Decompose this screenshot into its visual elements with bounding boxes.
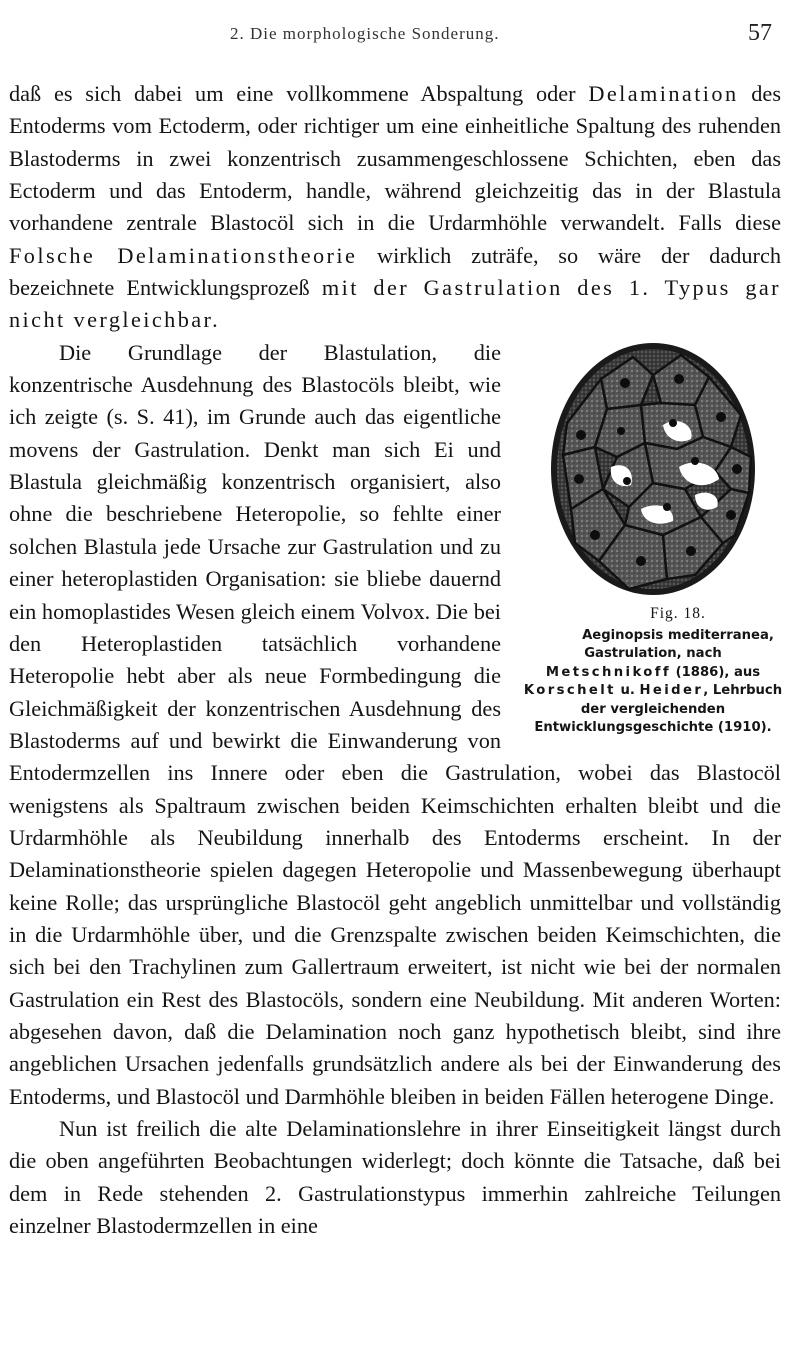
caption-part-4: , Lehrbuch der vergleichenden Entwicklungsgeschichte (1910). xyxy=(534,683,783,736)
figure-label: Fig. 18. xyxy=(650,604,706,622)
caption-part-1: Aeginopsis mediterranea, Gastrulation, nach xyxy=(582,627,774,662)
body-text xyxy=(9,78,781,1242)
para2-text-a: Die Grundlage der Blastulation, die konzentrische Ausdehnung des Blastocöls bleibt, wie ich zeigte xyxy=(9,339,501,430)
page-header xyxy=(0,20,800,50)
figure-18 xyxy=(519,339,787,753)
page-reference: (s. S. 41) xyxy=(106,404,193,430)
para3-text: Nun ist freilich die alte Delaminationslehre in ihrer Einseitigkeit längst durch die oben angeführten Beobachtungen widerlegt; doch könnte die Tatsache, daß bei dem in Rede stehenden 2. Gastrulationstypus immerhin zahlreiche Teilungen einzelner Blastodermzellen in eine xyxy=(9,1116,781,1239)
para1-text-a: daß es sich dabei um eine vollkommene Abspaltung oder xyxy=(9,81,589,106)
caption-author-korschelt: Korschelt xyxy=(523,683,616,699)
para2-text-b: , im Grunde auch das eigentliche movens der Gastrulation. Denkt man sich Ei und Blastula gleichmäßig konzentrisch organisiert, also ohne die beschriebene Heteropolie, so fehlte einer solchen Blastula jede Ursache zur Gastrulation und zu einer heteroplastiden Organisation: sie bliebe dauernd ein homoplastides Wesen gleich einem Volvox. Die bei den Heteroplastiden tatsächlich vorhandene Heteropolie hebt aber als neue Formbedingung die Gleichmäßigkeit der konzentrischen Ausdehnung des Blastoderms auf und bewirkt die Einwanderung von Entodermzellen ins Innere oder eben die Gastrulation, wobei das Blastocöl wenigstens als Spaltraum zwischen beiden Keimschichten erhalten bleibt und die Urdarmhöhle als Neubildung innerhalb des Entoderms erscheint. In der Delaminationstheorie spielen dagegen Heteropolie und Massenbewegung überhaupt keine Rolle; das ursprüngliche Blastocöl geht angeblich unmittelbar und vollständig in die Urdarmhöhle über, und die Grenzspalte zwischen beiden Keimschichten, die sich bei den Trachylinen zum Gallertraum erweitert, ist nicht wie bei der normalen Gastrulation ein Rest des Blastocöls, sondern eine Neubildung. Mit anderen Worten: abgesehen davon, daß die Delamination noch ganz hypothetisch bleibt, sind ihre angeblichen Ursachen jedenfalls grundsätzlich andere als bei der Einwanderung des Entoderms, und Blastocöl und Darmhöhle bleiben in beiden Fällen heterogene Dinge. xyxy=(9,404,781,1109)
caption-author-heider: Heider xyxy=(639,683,704,699)
gastrula-illustration xyxy=(545,339,761,601)
para1-spaced-delamination: Delamination xyxy=(588,81,739,106)
paragraph-1 xyxy=(9,78,781,337)
caption-part-3: u. xyxy=(615,683,640,699)
para1-text-b: des Entoderms vom Ectoderm, oder richtiger um eine einheitliche Spaltung des ruhenden Blastoderms in zwei konzentrisch zusammengeschlossene Schichten, eben das Ectoderm und das Entoderm, handle, während gleichzeitig das in der Blastula vorhandene zentrale Blastocöl sich in die Urdarmhöhle verwandelt. Falls diese xyxy=(9,81,781,236)
figure-caption xyxy=(519,627,787,738)
caption-author-metschnikoff: Metschnikoff xyxy=(545,664,671,680)
running-head: 2. Die morphologische Sonderung. xyxy=(230,24,500,43)
para1-text-c: wirklich zuträfe, so wäre der dadurch bezeichnete Entwicklungsprozeß xyxy=(9,242,781,301)
paragraph-2 xyxy=(9,337,781,1113)
page-number: 57 xyxy=(748,20,772,46)
para1-spaced-theory: Folsche Delaminationstheorie xyxy=(9,242,358,268)
caption-part-2: (1886), aus xyxy=(671,664,761,680)
paragraph-3 xyxy=(9,1113,781,1242)
para1-spaced-conclusion: mit der Gastrulation des 1. Typus gar nicht vergleichbar. xyxy=(9,275,781,333)
